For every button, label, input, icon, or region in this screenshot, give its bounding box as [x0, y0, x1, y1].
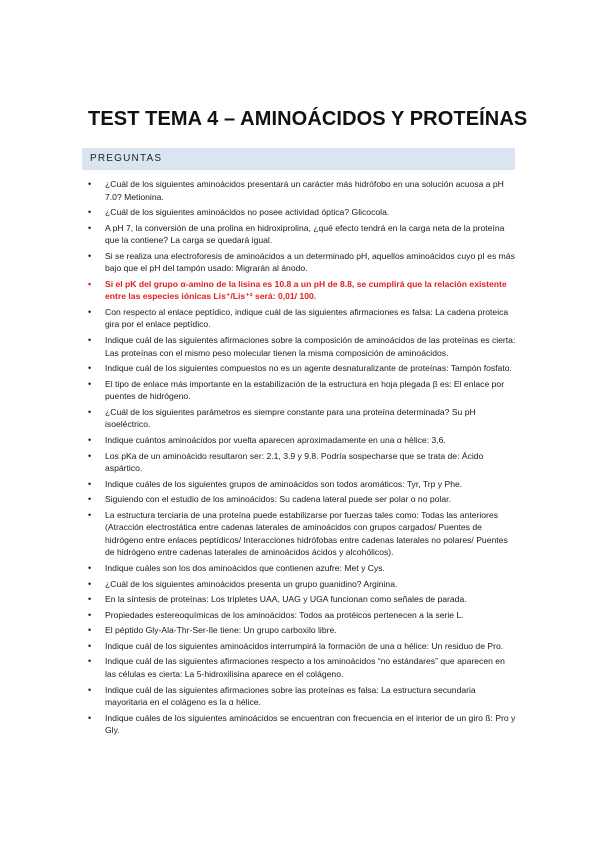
question-item: • Propiedades estereoquímicas de los aminoácidos: Todos aa protéicos pertenecen a la serie L. — [88, 609, 518, 622]
question-item: • ¿Cuál de los siguientes parámetros es siempre constante para una proteína determinada? Su pH isoeléctrico. — [88, 406, 518, 431]
question-item: • Indique cuál de las siguientes afirmaciones respecto a los aminoácidos “no estándares” que aparecen en las células es cierta: La 5-hidroxilisina aparece en el colágeno. — [88, 655, 518, 680]
question-item: • La estructura terciaria de una proteína puede estabilizarse por fuerzas tales como: Todas las anteriores (Atracción electrostática entre cadenas laterales de aminoácidos con grupos cargados/ Puentes de hidrógeno entre enlaces peptídicos/ Interacciones hidrófobas entre cadenas laterales no polares/ Puentes de hidrógeno entre cadenas laterales de aminoácidos ácidos y alcohólicos). — [88, 509, 518, 559]
question-item: • ¿Cuál de los siguientes aminoácidos presentará un carácter más hidrófobo en una solución acuosa a pH 7.0? Metionina. — [88, 178, 518, 203]
question-item: • ¿Cuál de los siguientes aminoácidos presenta un grupo guanidino? Arginina. — [88, 578, 518, 591]
question-item: • En la síntesis de proteínas: Los tripletes UAA, UAG y UGA funcionan como señales de parada. — [88, 593, 518, 606]
question-item: • Los pKa de un aminoácido resultaron ser: 2.1, 3.9 y 9.8. Podría sospecharse que se trata de: Ácido aspártico. — [88, 450, 518, 475]
question-item: • ¿Cuál de los siguientes aminoácidos no posee actividad óptica? Glicocola. — [88, 206, 518, 219]
question-item: • A pH 7, la conversión de una prolina en hidroxiprolina, ¿qué efecto tendrá en la carga neta de la proteína que la contiene? La carga se quedará igual. — [88, 222, 518, 247]
question-item: • Con respecto al enlace peptídico, indique cuál de las siguientes afirmaciones es falsa: La cadena proteica gira por el enlace peptídico. — [88, 306, 518, 331]
question-item: • Si el pK del grupo α-amino de la lisina es 10.8 a un pH de 8.8, se cumplirá que la relación existente entre las especies iónicas Lis⁺/Lis⁺² será: 0,01/ 100. — [88, 278, 518, 303]
question-item: • El tipo de enlace más importante en la estabilización de la estructura en hoja plegada β es: El enlace por puentes de hidrógeno. — [88, 378, 518, 403]
section-header-label: PREGUNTAS — [90, 153, 163, 164]
question-item: • Indique cuáles de los siguientes aminoácidos se encuentran con frecuencia en el interior de un giro ß: Pro y Gly. — [88, 712, 518, 737]
question-item: • Si se realiza una electroforesis de aminoácidos a un determinado pH, aquellos aminoácidos cuyo pI es más bajo que el pH del tampón usado: Migrarán al ánodo. — [88, 250, 518, 275]
question-item: • Indique cuáles de los siguientes grupos de aminoácidos son todos aromáticos: Tyr, Trp y Phe. — [88, 478, 518, 491]
question-item: • Indique cuál de las siguientes afirmaciones sobre las proteínas es falsa: La estructura secundaria mayoritaria en el colágeno es la α hélice. — [88, 684, 518, 709]
question-item: • El péptido Gly-Ala-Thr-Ser-Ile tiene: Un grupo carboxilo libre. — [88, 624, 518, 637]
question-list — [88, 178, 518, 740]
question-item: • Indique cuál de las siguientes afirmaciones sobre la composición de aminoácidos de las proteínas es cierta: Las proteínas con el mismo peso molecular tienen la misma composición de aminoácidos. — [88, 334, 518, 359]
page-title: TEST TEMA 4 – AMINOÁCIDOS Y PROTEÍNAS — [88, 108, 528, 130]
question-item: • Indique cuál de los siguientes aminoácidos interrumpirá la formación de una α hélice: Un residuo de Pro. — [88, 640, 518, 653]
question-item: • Indique cuáles son los dos aminoácidos que contienen azufre: Met y Cys. — [88, 562, 518, 575]
question-item: • Indique cuántos aminoácidos por vuelta aparecen aproximadamente en una α hélice: 3,6. — [88, 434, 518, 447]
question-item: • Siguiendo con el estudio de los aminoácidos: Su cadena lateral puede ser polar o no polar. — [88, 493, 518, 506]
section-header-bar — [82, 148, 515, 170]
question-item: • Indique cuál de los siguientes compuestos no es un agente desnaturalizante de proteínas: Tampón fosfato. — [88, 362, 518, 375]
